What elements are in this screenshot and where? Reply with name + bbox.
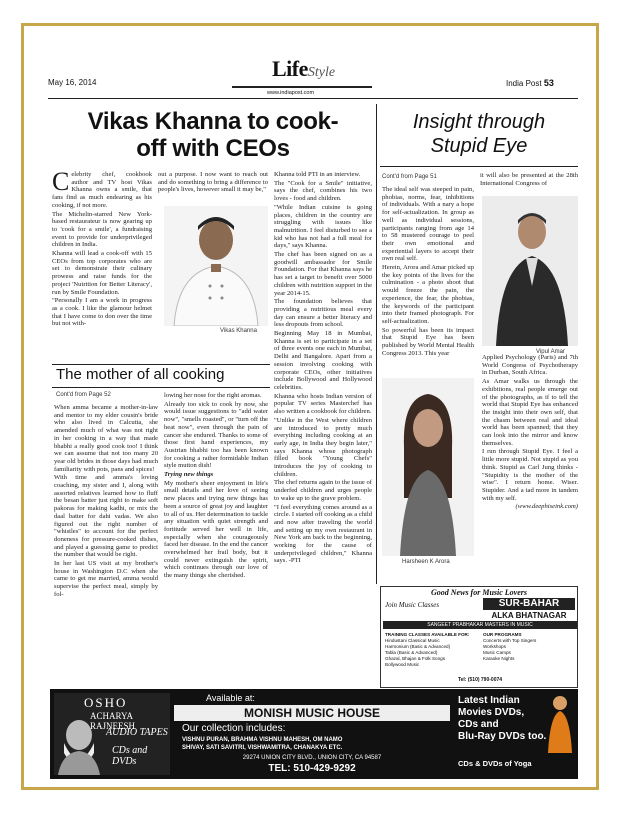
music-ad-right-item: Workshops bbox=[483, 644, 506, 649]
mother-col1-p2: With time and amma's loving coaching, my sister and I, along with assorted relatives learned how to fluff the besan batter just right to make soft pakoras for making kadhi, or mix the daal batter for dahi vadas. We also figured out the right number of "whistles" to account for the perfect doneness for pressure-cooked dishes, and played a guessing game to predict the number that would be right. bbox=[54, 474, 158, 559]
mother-headline: The mother of all cooking bbox=[56, 366, 225, 383]
insight-col1-p2: Herein, Arora and Amar picked up the key points of the lives for the culmination - a photo shoot that would freeze the pain, the experience, the fear, the phobias, the keywords of the participant into their framed photograph. For self-actualization. bbox=[382, 264, 474, 325]
insight-source: (www.deephiseink.com) bbox=[515, 503, 578, 511]
dvd-ad-line2: Movies DVDs, bbox=[458, 707, 525, 718]
mother-subhead: Trying new things bbox=[164, 471, 214, 479]
insight-col2-top bbox=[480, 172, 578, 192]
dvd-ad-line3: CDs and bbox=[458, 719, 499, 730]
music-ad-left-item: Harmonium (Basic & Advanced) bbox=[385, 644, 451, 649]
page-frame bbox=[21, 23, 599, 790]
music-ad-left-item: Bollywood Music bbox=[385, 662, 420, 667]
main-col3-p9: The chef returns again to the issue of underfed children and urges people to wake up to the grave problem. bbox=[274, 479, 372, 502]
man-portrait-icon bbox=[482, 196, 578, 346]
insight-col2-p2: Applied Psychology (Paris) and 7th World Congress of Psychotherapy in Durban, South Africa. bbox=[482, 354, 578, 377]
mother-continued: Cont'd from Page 52 bbox=[56, 392, 111, 398]
main-col2-p1: out a purpose. I now want to reach out and do something to bring a difference to people's lives, however small it may be," bbox=[158, 171, 268, 194]
main-col3-p4: The chef has been signed on as a goodwill ambassador for Smile Foundation. For that Khanna says he has set a target to benefit over 5000 children with nutrition support in the year 2014-15. bbox=[274, 251, 372, 297]
music-class-ad bbox=[380, 586, 578, 688]
music-ad-right-list bbox=[483, 632, 575, 662]
monish-address: 29274 UNION CITY BLVD., UNION CITY, CA 94587 bbox=[242, 755, 382, 761]
main-col3-p2: The "Cook for a Smile" initiative, says the chef, combines his two loves - food and children. bbox=[274, 179, 372, 203]
dvd-ad-yoga: CDs & DVDs of Yoga bbox=[458, 759, 532, 768]
main-col3-p1: Khanna told PTI in an interview. bbox=[274, 171, 361, 178]
music-ad-brand: SUR-BAHAR bbox=[483, 598, 575, 610]
main-col3-p5: The foundation believes that providing a nutritious meal every day can ensure a better literacy and less dropouts from school. bbox=[274, 298, 372, 329]
monish-collection: Our collection includes: bbox=[182, 723, 286, 734]
main-headline bbox=[54, 108, 372, 162]
main-article-col1 bbox=[52, 171, 152, 359]
main-col1-p3: Khanna will lead a cook-off with 15 CEOs from top corporates who are set to demonstrate their culinary prowess and raise funds for the project 'Nutrition for Better Literacy', run by Smile Foundation. bbox=[52, 250, 152, 296]
page-number: 53 bbox=[543, 78, 554, 88]
monish-available: Available at: bbox=[206, 693, 255, 703]
column-divider bbox=[376, 104, 377, 584]
main-col3-p7: Khanna who hosts Indian version of popular TV series Masterchef has also written a cookbook for children. bbox=[274, 392, 372, 416]
monish-names2: SHIVAY, SATI SAVITRI, VISHWAMITRA, CHANAKYA ETC. bbox=[182, 745, 343, 751]
logo-script: Style bbox=[307, 65, 336, 80]
osho-cds: CDs and DVDs bbox=[112, 745, 148, 767]
main-col3-p3: "While Indian cuisine is going places, children in the country are struggling with issues like malnutrition. I feel disturbed to see a kid who has not had a full meal for days," says Khanna. bbox=[274, 203, 372, 250]
music-ad-left-item: Ghazal, Bhajan & Folk Songs bbox=[385, 656, 446, 661]
music-ad-join: Join Music Classes bbox=[385, 601, 440, 609]
music-ad-left-list bbox=[385, 632, 477, 668]
music-ad-subtitle: SANGEET PRABHAKAR MASTERS IN MUSIC bbox=[383, 621, 577, 629]
section-logo bbox=[272, 56, 362, 86]
issue-date: May 16, 2014 bbox=[48, 78, 97, 87]
bottom-ad-strip bbox=[50, 689, 578, 779]
insight-continued: Cont'd from Page 51 bbox=[382, 174, 437, 180]
insight-col1-p3: So powerful has been its impact that Stupid Eye has been published by World Mental Health Congress 2013. This year bbox=[382, 326, 474, 357]
harsheen-caption: Harsheen K Arora bbox=[402, 559, 450, 565]
insight-col1 bbox=[382, 186, 474, 376]
monish-store: MONISH MUSIC HOUSE bbox=[174, 705, 450, 721]
osho-title: OSHO bbox=[84, 695, 128, 710]
dvd-ad-text bbox=[458, 695, 548, 743]
osho-audio: AUDIO TAPES bbox=[106, 727, 168, 738]
dvd-ad-line1: Latest Indian bbox=[458, 695, 520, 706]
header-rule bbox=[48, 98, 578, 99]
yoga-figure-icon bbox=[546, 693, 574, 753]
mother-bottom-rule bbox=[52, 387, 270, 388]
main-col3-p8: "Unlike in the West where children are introduced to pretty much everything including cooking at an early age, in India they begin later," says Khanna whose photograph filled book "Young Chefs" introduces the joy of cooking to children. bbox=[274, 416, 372, 478]
publication-label: India Post bbox=[506, 79, 542, 88]
insight-headline bbox=[380, 110, 578, 158]
vikas-photo-caption: Vikas Khanna bbox=[220, 328, 257, 334]
music-ad-right-item: Music Camps bbox=[483, 650, 511, 655]
vipul-amar-photo bbox=[482, 196, 578, 346]
woman-portrait-icon bbox=[382, 378, 474, 556]
mother-top-rule bbox=[52, 364, 270, 365]
insight-col2-p4: I run through Stupid Eye. I feel a little more stupid. Not stupid as you think. Stupid as Carl Jung thinks - "Stupidity is the mother of the wise". I return home. Wiser. Stupider. And a tad more in tandem with my self. bbox=[482, 448, 578, 502]
logo-main: Life bbox=[272, 56, 308, 81]
music-ad-left-item: Hindustani Classical Music bbox=[385, 638, 440, 643]
dvd-ad bbox=[454, 693, 574, 775]
music-ad-right-head: OUR PROGRAMS bbox=[483, 632, 522, 637]
mother-col2-p1: lowing her nose for the right aromas. bbox=[164, 392, 262, 399]
monish-ad bbox=[174, 693, 450, 775]
main-article-col2 bbox=[158, 171, 268, 205]
insight-headline-line2: Stupid Eye bbox=[430, 135, 528, 157]
dropcap: C bbox=[52, 171, 70, 196]
music-ad-left-head: TRAINING CLASSES AVAILABLE FOR: bbox=[385, 632, 470, 637]
vipul-amar-caption: Vipul Amar bbox=[536, 349, 565, 355]
harsheen-arora-photo bbox=[382, 378, 474, 556]
chef-portrait-icon bbox=[164, 206, 268, 326]
site-url: www.indiapost.com bbox=[267, 90, 315, 96]
main-article-col3 bbox=[274, 171, 372, 751]
osho-subtitle: ACHARYA RAJNEESH bbox=[90, 711, 136, 731]
music-ad-phone: Tel: (510) 790-0074 bbox=[457, 677, 503, 683]
insight-col2-bottom bbox=[482, 354, 578, 584]
main-headline-line1: Vikas Khanna to cook- bbox=[87, 108, 339, 135]
music-ad-banner: Good News for Music Lovers bbox=[431, 588, 527, 597]
vikas-khanna-photo bbox=[164, 206, 268, 326]
mother-col2-p2: Already too sick to cook by now, she would issue suggestions to "add water now", "smells roasted", or "turn off the heat now", even through the pain of cancer she endured. Thanks to some of those first hand experiences, my Austrian bhabhi too has been known for cooking a rather formidable Indian style mutton dish! bbox=[164, 400, 268, 470]
insight-col2-p3: As Amar walks us through the exhibitions, real people emerge out of the photographs, as if to tell the world that Stupid Eye has enhanced the insight into their own self, that the chasm between real and ideal world has been spanned; that they can look into the mirror and know themselves. bbox=[482, 378, 578, 447]
main-col1-p4: "Personally I am a work in progress as a cook. I like the glamour helmet that I have come to don over the time but not with- bbox=[52, 297, 152, 328]
main-col3-p6: Beginning May 18 in Mumbai, Khanna is set to participate in a set of three events one each in Mumbai, Delhi and Bangalore. Apart from a session involving cooking with corporate CEOs, other initiatives include Bollywood and Hollywood celebrities. bbox=[274, 330, 372, 391]
music-ad-right-item: Karaoke Nights bbox=[483, 656, 515, 661]
insight-rule bbox=[380, 166, 578, 167]
music-ad-teacher: ALKA BHATNAGAR bbox=[491, 611, 567, 620]
main-col1-p2: The Michelin-starred New York-based restaurateur is now gearing up to 'cook for a smile', a fundraising event to provide for underprivileged children in India. bbox=[52, 210, 152, 249]
main-headline-line2: off with CEOs bbox=[136, 135, 290, 162]
monish-names1: VISHNU PURAN, BRAHMA VISHNU MAHESH, OM NAMO bbox=[182, 737, 343, 743]
main-col3-p10: "I feel everything comes around as a circle. I started off cooking as a child and now after traveling the world and setting up my own restaurant in New York am back to the beginning, working for the cause of underprivileged children," Khanna says. -PTI bbox=[274, 503, 372, 565]
dvd-ad-line4: Blu-Ray DVDs too. bbox=[458, 731, 547, 742]
main-col1-p1: elebrity chef, cookbook author and TV host Vikas Khanna owns a smile, that fans find as much endearing as his cooking, if not more. bbox=[52, 171, 152, 209]
music-ad-left-item: Tabla (Basic & Advanced) bbox=[385, 650, 438, 655]
osho-ad bbox=[54, 693, 170, 775]
logo-rule bbox=[232, 86, 372, 88]
music-ad-right-item: Concerts with Top Singers bbox=[483, 638, 537, 643]
monish-tel: TEL: 510-429-9292 bbox=[268, 763, 356, 774]
insight-col1-p1: The ideal self was steeped in pain, phobias, norms, fear, inhibitions of individuals. With a nary a hope for self-actualization. In group as well as individual sessions, participants ranging from age 14 to 58 mustered courage to peel their own emotional and experiential layers to accept their own real self. bbox=[382, 186, 474, 263]
mother-col1-p1: When amma became a mother-in-law and mentor to my elder cousin's bride who also lived in Calcutta, she amended much of what was not right in her cooking in a way that made bhabhi a really good cook too! I think we can assume that not too many 20 year old brides in those days had much familiarity with pots, pans and spices! bbox=[54, 404, 158, 473]
mother-col2-p3: My mother's sheer enjoyment in life's small details and her love of seeing new places and trying new things has been a source of great joy and laughter to all of us. Her determination to tackle any situation with quiet strength and fortitude served her well in life, especially when she courageously faced her disease. In the end the cancer overwhelmed her frail body, but it could never extinguish the spirit, which continues through our love of the many things she cherished. bbox=[164, 479, 268, 580]
publication-name bbox=[506, 78, 554, 88]
insight-headline-line1: Insight through bbox=[412, 111, 546, 133]
insight-col2-p1: it will also be presented at the 28th International Congress of bbox=[480, 172, 578, 187]
mother-col1-p3: In her last US visit at my brother's house in Washington D.C when she came to get me married, amma would supervise the perfect meal, simply by fol- bbox=[54, 560, 158, 598]
